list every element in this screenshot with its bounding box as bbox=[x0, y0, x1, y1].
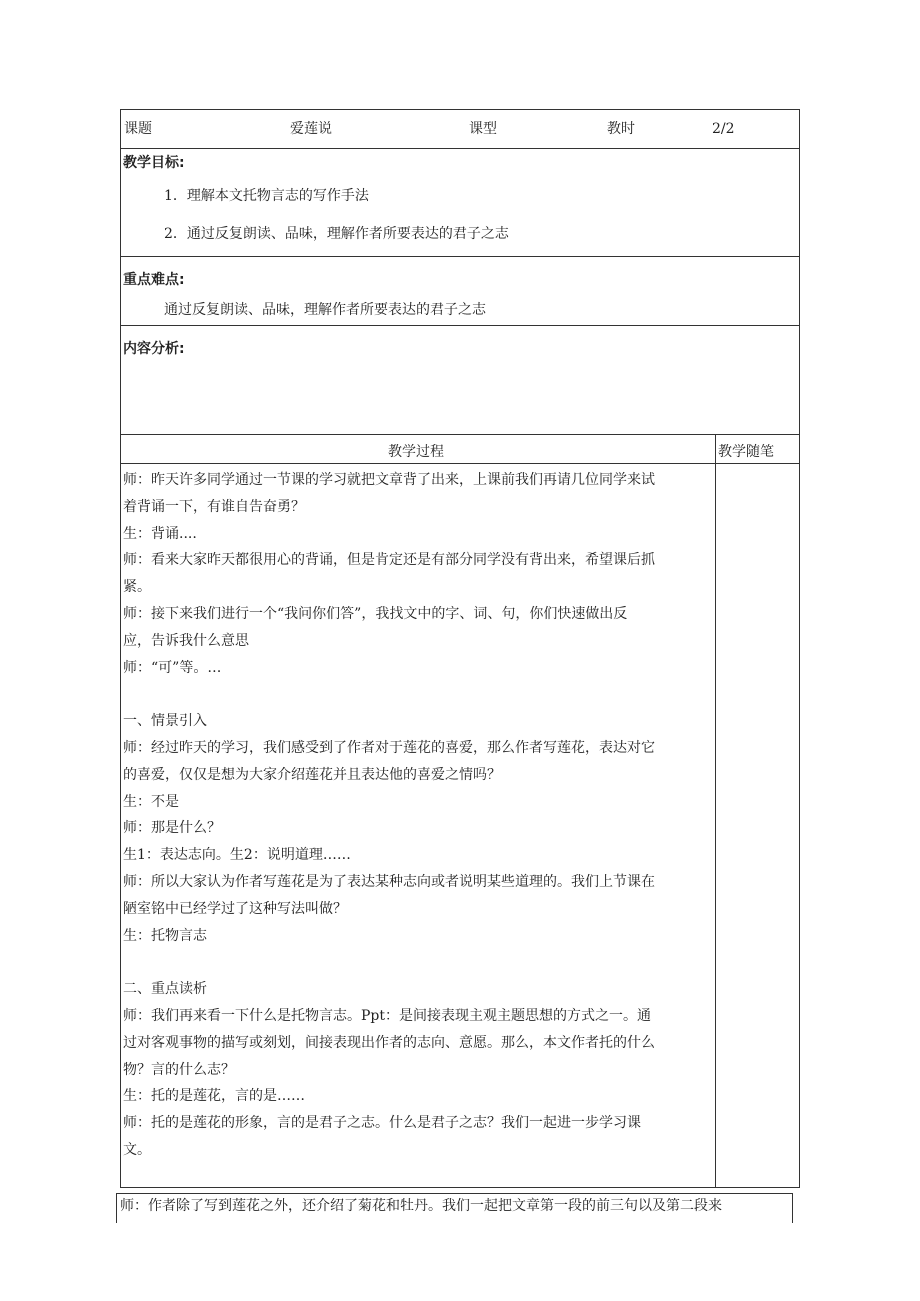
keypoints-text: 通过反复朗读、品味，理解作者所要表达的君子之志 bbox=[164, 302, 486, 318]
process-line: 过对客观事物的描写或刻划，间接表现出作者的志向、意愿。那么，本文作者托的什么 bbox=[123, 1034, 655, 1051]
process-line: 师：接下来我们进行一个“我问你们答”，我找文中的字、词、句，你们快速做出反 bbox=[123, 606, 628, 622]
process-line: 师：昨天许多同学通过一节课的学习就把文章背了出来，上课前我们再请几位同学来试 bbox=[123, 472, 655, 488]
table-border-top bbox=[120, 109, 800, 110]
process-line: 二、重点读析 bbox=[123, 981, 207, 998]
row-divider-analysis bbox=[120, 434, 800, 435]
process-line: 物？言的什么志？ bbox=[123, 1061, 235, 1078]
column-divider-notes bbox=[715, 434, 716, 1188]
label-period: 教时 bbox=[607, 121, 635, 137]
continuation-border-left bbox=[116, 1193, 117, 1223]
goal-item-1: 1．理解本文托物言志的写作手法 bbox=[164, 188, 369, 204]
table-border-right bbox=[799, 109, 800, 1188]
process-line: 一、情景引入 bbox=[123, 713, 207, 730]
process-line: 师：经过昨天的学习，我们感受到了作者对于莲花的喜爱，那么作者写莲花，表达对它 bbox=[123, 740, 655, 756]
process-line: 生：托物言志 bbox=[123, 927, 207, 944]
process-line: 文。 bbox=[123, 1142, 151, 1158]
table-border-bottom bbox=[120, 1187, 800, 1188]
process-column-header: 教学过程 bbox=[388, 444, 444, 460]
process-line: 师：所以大家认为作者写莲花是为了表达某种志向或者说明某些道理的。我们上节课在 bbox=[123, 874, 655, 890]
goals-title: 教学目标: bbox=[123, 155, 185, 171]
goal-item-2: 2．通过反复朗读、品味，理解作者所要表达的君子之志 bbox=[164, 226, 509, 242]
process-line: 陋室铭中已经学过了这种写法叫做？ bbox=[123, 900, 347, 917]
continuation-border-top bbox=[116, 1193, 793, 1194]
process-line: 应，告诉我什么意思 bbox=[123, 632, 249, 649]
process-line: 紧。 bbox=[123, 579, 151, 596]
process-line: 师：那是什么？ bbox=[123, 820, 221, 837]
label-topic: 课题 bbox=[124, 121, 152, 137]
topic-value: 爱莲说 bbox=[290, 121, 332, 137]
notes-column-header: 教学随笔 bbox=[718, 444, 774, 460]
period-value: 2/2 bbox=[712, 121, 735, 137]
process-line: 生：背诵.... bbox=[123, 525, 197, 542]
table-border-left bbox=[120, 109, 121, 1188]
row-divider-header bbox=[120, 148, 800, 149]
continuation-line: 师：作者除了写到莲花之外，还介绍了菊花和牡丹。我们一起把文章第一段的前三句以及第二段来 bbox=[120, 1198, 722, 1214]
label-lesson-type: 课型 bbox=[469, 121, 497, 137]
keypoints-title: 重点难点: bbox=[123, 272, 185, 288]
analysis-title: 内容分析: bbox=[123, 341, 185, 357]
process-line: 生1：表达志向。生2：说明道理…… bbox=[123, 847, 351, 864]
row-divider-keypoints bbox=[120, 325, 800, 326]
process-line: 生：不是 bbox=[123, 793, 179, 810]
continuation-border-right bbox=[792, 1193, 793, 1223]
process-line: 师：“可”等。… bbox=[123, 659, 222, 676]
row-divider-process-head bbox=[120, 463, 800, 464]
row-divider-goals bbox=[120, 256, 800, 257]
process-line: 师：看来大家昨天都很用心的背诵，但是肯定还是有部分同学没有背出来，希望课后抓 bbox=[123, 552, 655, 569]
process-line: 的喜爱，仅仅是想为大家介绍莲花并且表达他的喜爱之情吗？ bbox=[123, 766, 501, 783]
process-line: 师：托的是莲花的形象，言的是君子之志。什么是君子之志？我们一起进一步学习课 bbox=[123, 1115, 641, 1132]
process-line: 着背诵一下，有谁自告奋勇？ bbox=[123, 498, 305, 515]
process-line: 生：托的是莲花，言的是…… bbox=[123, 1088, 305, 1105]
process-line: 师：我们再来看一下什么是托物言志。Ppt：是间接表现主观主题思想的方式之一。通 bbox=[123, 1008, 652, 1024]
